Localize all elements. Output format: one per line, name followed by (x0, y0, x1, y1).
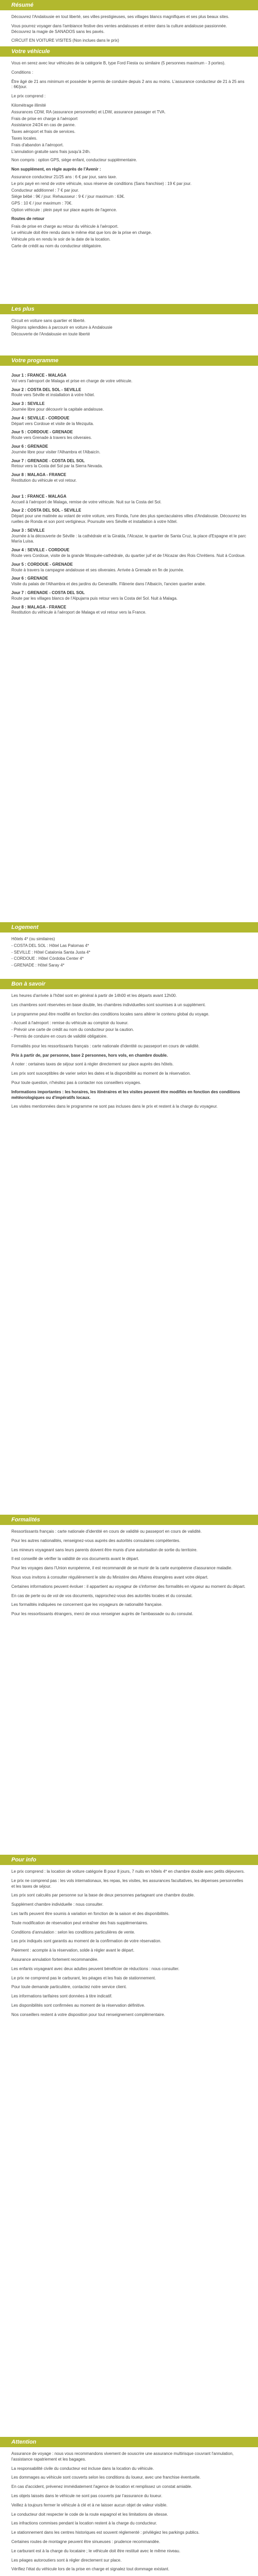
day-title: Jour 8 : MALAGA - FRANCE (11, 604, 67, 609)
insurance-paragraph: La responsabilité civile du conducteur est incluse dans la location du véhicule. (11, 2466, 154, 2471)
vehicle-paragraph: Vous en serez avec leur véhicules de la catégorie B, type Ford Fiesta ou similaire (5 personnes maximum - 3 portes). (11, 61, 225, 65)
option-line: Siège bébé : 9€ / jour. Rehausseur : 9 € / jour maximum : 63€. (11, 194, 125, 199)
insurance-header: Attention (0, 2437, 258, 2447)
price-paragraph: Le prix ne comprend pas : les vols internationaux, les repas, les visites, les assurances facultatives, les dépenses personnelles et les taxes de séjour. (11, 1878, 244, 1889)
day-desc: Restitution du véhicule et vol retour. (11, 478, 77, 483)
price-paragraph: Conditions d'annulation : selon les conditions particulières de vente. (11, 1929, 135, 1935)
formalities-paragraph: Certaines informations peuvent évoluer : il appartient au voyageur de s'informer des formalités en vigueur au moment du départ. (11, 1584, 246, 1589)
plus-item: Circuit en voiture sans quartier et liberté. (11, 318, 86, 323)
day-title: Jour 4 : SEVILLE - CORDOUE (11, 415, 70, 420)
formalities-section (0, 1515, 258, 1855)
price-paragraph: Les tarifs peuvent être soumis à variation en fonction de la saison et des disponibilités. (11, 1911, 170, 1916)
info-paragraph: Formalités pour les ressortissants français : carte nationale d'identité ou passeport en cours de validité. (11, 1043, 200, 1048)
vehicle-paragraph: Non compris : option GPS, siège enfant, conducteur supplémentaire. (11, 158, 137, 163)
day-title: Jour 3 : SEVILLE (11, 528, 45, 533)
vehicle-line: Assistance 24/24 en cas de panne. (11, 123, 76, 128)
vehicle-line: Taxes aéroport et frais de services. (11, 129, 76, 134)
info-paragraph: Pour toute question, n'hésitez pas à contacter nos conseillers voyages. (11, 1080, 141, 1085)
day-title: Jour 6 : GRENADE (11, 444, 49, 449)
info-line: - Permis de conduire en cours de validité obligatoire. (11, 1033, 108, 1039)
vehicle-paragraph: Le prix comprend : (11, 94, 46, 99)
formalities-paragraph: En cas de perte ou de vol de vos documents, rapprochez-vous des autorités locales et du consulat. (11, 1593, 193, 1598)
insurance-paragraph: Les infractions commises pendant la location restent à la charge du conducteur. (11, 2521, 157, 2526)
plus-header: Les plus (0, 304, 258, 314)
plus-body (0, 314, 258, 344)
day-title: Jour 5 : CORDOUE - GRENADE (11, 562, 73, 567)
vehicle-paragraph: Conditions : (11, 70, 34, 75)
option-line: Conducteur additionnel : 7 € par jour. (11, 188, 79, 193)
vehicle-paragraph: Être âgé de 21 ans minimum et posséder le permis de conduire depuis 2 ans au moins. L'assurance conducteur de 21 à 25 ans : 6€/jour. (11, 79, 245, 90)
lodging-line: Hôtels 4* (ou similaires) (11, 937, 55, 941)
price-paragraph: Paiement : acompte à la réservation, solde à régler avant le départ. (11, 1948, 135, 1953)
day-desc: Départ pour une matinée au volant de votre voiture, vers Ronda, l'une des plus spectaculaires villes d'Andalousie. Découvrez les ruelles de Ronda et son pont vertigineux. Poursuite vers Séville et installation à votre hôtel. (11, 514, 247, 524)
day-desc: Journée libre pour visiter l'Alhambra et l'Albaicín. (11, 449, 101, 454)
day-title: Jour 2 : COSTA DEL SOL - SEVILLE (11, 387, 82, 392)
lodging-line: - SEVILLE : Hôtel Catalonia Santa Justa 4* (11, 950, 90, 955)
day-desc: Visite du palais de l'Alhambra et des jardins du Generalife. Flânerie dans l'Albaicín, l'ancien quartier arabe. (11, 582, 206, 587)
plus-item: Régions splendides à parcourir en voiture à Andalousie (11, 325, 112, 330)
day-desc: Restitution du véhicule à l'aéroport de Malaga et vol retour vers la France. (11, 610, 147, 615)
vehicle-section (0, 46, 258, 304)
price-body (0, 1865, 258, 2028)
day-desc: Route vers Grenade à travers les oliveraies. (11, 435, 92, 440)
price-paragraph: Assurance annulation fortement recommandée. (11, 1957, 99, 1962)
lodging-section (0, 922, 258, 979)
day-desc: Route à travers la campagne andalouse et ses oliveraies. Arrivée à Grenade en fin de journée. (11, 567, 184, 572)
route-line: Véhicule pris en rendu le soir de la date de la location. (11, 237, 111, 242)
price-paragraph: Les prix sont calculés par personne sur la base de deux personnes partageant une chambre double. (11, 1893, 195, 1898)
insurance-paragraph: Certaines routes de montagne peuvent être sinueuses : prudence recommandée. (11, 2539, 160, 2544)
insurance-paragraph: En cas d'accident, prévenez immédiatement l'agence de location et remplissez un constat amiable. (11, 2484, 192, 2489)
insurance-paragraph: Veillez à toujours fermer le véhicule à clé et à ne laisser aucun objet de valeur visible. (11, 2502, 168, 2507)
vehicle-line: Frais d'abandon à l'aéroport. (11, 142, 64, 147)
day-title: Jour 6 : GRENADE (11, 576, 49, 581)
info-paragraph: Le programme peut être modifié en fonction des conditions locales sans altérer le contenu global du voyage. (11, 1011, 209, 1016)
lodging-body (0, 933, 258, 976)
vehicle-line: Assurances CDW, RA (assurance personnelle) et LDW, assurance passager et TVA. (11, 109, 166, 114)
day-desc: Journée à la découverte de Séville : la cathédrale et la Giralda, l'Alcazar, le quartier de Santa Cruz, la place d'Espagne et le parc María Luisa. (11, 533, 246, 544)
formalities-paragraph: Pour les autres nationalités, renseignez-vous auprès des autorités consulaires compétentes. (11, 1538, 181, 1543)
formalities-body (0, 1525, 258, 1627)
info-line: - Prévoir une carte de crédit au nom du conducteur pour la caution. (11, 1027, 134, 1032)
day-title: Jour 5 : CORDOUE - GRENADE (11, 430, 73, 435)
insurance-paragraph: Les péages autoroutiers sont à régler directement sur place. (11, 2557, 122, 2563)
options-title: Non supplément, en règle auprès de l'Avenir : (11, 167, 101, 172)
insurance-section (0, 2437, 258, 2576)
formalities-paragraph: Ressortissants français : carte nationale d'identité en cours de validité ou passeport en cours de validité. (11, 1529, 202, 1534)
price-paragraph: Les enfants voyageant avec deux adultes peuvent bénéficier de réductions : nous consulter. (11, 1966, 180, 1971)
insurance-paragraph: Les dommages au véhicule sont couverts selon les conditions du loueur, avec une franchise éventuelle. (11, 2475, 201, 2480)
day-title: Jour 1 : FRANCE - MALAGA (11, 373, 67, 378)
route-line: Carte de crédit au nom du conducteur obligatoire. (11, 243, 102, 248)
option-line: Assurance conducteur 21/25 ans : 6 € par jour, sans taxe. (11, 174, 117, 179)
day-desc: Départ vers Cordoue et visite de la Mezquita. (11, 421, 94, 426)
price-paragraph: Le prix ne comprend pas le carburant, les péages et les frais de stationnement. (11, 1975, 156, 1980)
vehicle-line: Taxes locales. (11, 135, 38, 141)
plus-item: Découverte de l'Andalousie en toute liberté (11, 331, 90, 336)
day-title: Jour 8 : MALAGA - FRANCE (11, 472, 67, 478)
day-title: Jour 7 : GRENADE - COSTA DEL SOL (11, 590, 85, 595)
day-desc: Retour vers la Costa del Sol par la Sierra Nevada. (11, 464, 103, 469)
info-paragraph: Les chambres sont réservées en base double, les chambres individuelles sont soumises à un supplément. (11, 1002, 206, 1007)
vehicle-body (0, 57, 258, 257)
price-paragraph: Le prix comprend : la location de voiture catégorie B pour 8 jours, 7 nuits en hôtels 4* en chambre double avec petits déjeuners. (11, 1869, 245, 1874)
good-to-know-header: Bon à savoir (0, 979, 258, 989)
price-paragraph: Les disponibilités sont confirmées au moment de la réservation définitive. (11, 2003, 146, 2008)
info-paragraph: Les heures d'arrivée à l'hôtel sont en général à partir de 14h00 et les départs avant 12h00. (11, 993, 177, 998)
route-line: Le véhicule doit être rendu dans le même état que lors de la prise en charge. (11, 230, 152, 235)
price-header: Pour info (0, 1855, 258, 1865)
formalities-paragraph: Les formalités indiquées ne concernent que les voyageurs de nationalité française. (11, 1602, 163, 1607)
good-to-know-section (0, 979, 258, 1515)
formalities-paragraph: Pour les ressortissants étrangers, merci de vous renseigner auprès de l'ambassade ou du consulat. (11, 1612, 194, 1617)
lodging-line: - CORDOUE : Hôtel Córdoba Center 4* (11, 956, 84, 961)
day-title: Jour 3 : SEVILLE (11, 401, 45, 406)
day-desc: Route vers Cordoue, visite de la grande Mosquée-cathédrale, du quartier juif et de l'Alcazar des Rois Chrétiens. Nuit à Cordoue. (11, 553, 246, 558)
day-title: Jour 4 : SEVILLE - CORDOUE (11, 548, 70, 553)
plus-section (0, 304, 258, 355)
info-paragraph: Prix à partir de, par personne, base 2 personnes, hors vols, en chambre double. (11, 1053, 168, 1058)
vehicle-line: Kilométrage illimité (11, 103, 46, 108)
formalities-paragraph: Pour les voyages dans l'Union européenne, il est recommandé de se munir de la carte européenne d'assurance maladie. (11, 1566, 233, 1571)
day-desc: Journée libre pour découvrir la capitale andalouse. (11, 406, 104, 412)
insurance-paragraph: Assurance de voyage : nous vous recommandons vivement de souscrire une assurance multirisque couvrant l'annulation, l'assistance rapatriement et les bagages. (11, 2451, 234, 2462)
program-section (0, 355, 258, 922)
insurance-paragraph: Les objets laissés dans le véhicule ne sont pas couverts par l'assurance du loueur. (11, 2493, 163, 2498)
resume-paragraph: CIRCUIT EN VOITURE VISITES (Non inclues dans le prix) (11, 38, 119, 43)
info-paragraph: À noter : certaines taxes de séjour sont à régler directement sur place auprès des hôtels. (11, 1062, 174, 1067)
price-paragraph: Pour toute demande particulière, contactez notre service client. (11, 1985, 127, 1990)
program-body (0, 366, 258, 625)
option-line: Option véhicule : plein payé sur place auprès de l'agence. (11, 207, 117, 212)
day-desc: Vol vers l'aéroport de Malaga et prise en charge de votre véhicule. (11, 378, 133, 383)
formalities-paragraph: Les mineurs voyageant sans leurs parents doivent être munis d'une autorisation de sortie du territoire. (11, 1547, 198, 1552)
insurance-paragraph: Le carburant est à la charge du locataire ; le véhicule doit être restitué avec le même niveau. (11, 2548, 181, 2553)
insurance-paragraph: Vérifiez l'état du véhicule lors de la prise en charge et signalez tout dommage existant. (11, 2567, 170, 2572)
lodging-line: - GRENADE : Hôtel Saray 4* (11, 963, 64, 968)
price-paragraph: Supplément chambre individuelle : nous consulter. (11, 1902, 104, 1907)
insurance-body (0, 2447, 258, 2576)
day-title: Jour 2 : COSTA DEL SOL - SEVILLE (11, 508, 82, 513)
lodging-header: Logement (0, 922, 258, 933)
price-section (0, 1855, 258, 2437)
vehicle-line: Frais de prise en charge à l'aéroport (11, 116, 78, 121)
day-desc: Route par les villages blancs de l'Alpujarra puis retour vers la Costa del Sol. Nuit à Malaga. (11, 596, 178, 601)
route-line: Frais de prise en charge au retour du véhicule à l'aéroport. (11, 224, 119, 229)
formalities-paragraph: Il est conseillé de vérifier la validité de vos documents avant le départ. (11, 1556, 139, 1562)
resume-header: Résumé (0, 0, 258, 10)
day-desc: Accueil à l'aéroport de Malaga, remise de votre véhicule. Nuit sur la Costa del Sol. (11, 499, 162, 504)
option-line: GPS : 10 € / jour maximum : 70€. (11, 201, 73, 206)
insurance-paragraph: Le conducteur doit respecter le code de la route espagnol et les limitations de vitesse. (11, 2512, 168, 2517)
day-desc: Route vers Séville et installation à votre hôtel. (11, 393, 95, 398)
day-title: Jour 7 : GRENADE - COSTA DEL SOL (11, 458, 85, 463)
resume-section (0, 0, 258, 46)
formalities-paragraph: Nous vous invitons à consulter régulièrement le site du Ministère des Affaires étrangères avant votre départ. (11, 1574, 208, 1580)
price-paragraph: Les informations tarifaires sont données à titre indicatif. (11, 1994, 112, 1999)
formalities-header: Formalités (0, 1515, 258, 1525)
info-line: - Accueil à l'aéroport : remise du véhicule au comptoir du loueur. (11, 1021, 128, 1026)
insurance-paragraph: Le stationnement dans les centres historiques est souvent réglementé : privilégiez les parkings publics. (11, 2530, 200, 2535)
vehicle-header: Votre véhicule (0, 46, 258, 57)
vehicle-line: L'annulation gratuite sans frais jusqu'à 24h. (11, 149, 91, 154)
good-to-know-body (0, 989, 258, 1120)
info-paragraph: Les visites mentionnées dans le programme ne sont pas incluses dans le prix et restent à la charge du voyageur. (11, 1104, 218, 1109)
resume-paragraph: Découvrez l'Andalousie en tout liberté, ses villes prestigieuses, ses villages blancs magnifiques et ses plus beaux sites. (11, 14, 230, 19)
day-title: Jour 1 : FRANCE - MALAGA (11, 494, 67, 499)
price-paragraph: Les prix indiqués sont garantis au moment de la confirmation de votre réservation. (11, 1939, 162, 1944)
program-header: Votre programme (0, 355, 258, 366)
routes-title: Routes de retour (11, 216, 45, 221)
price-paragraph: Toute modification de réservation peut entraîner des frais supplémentaires. (11, 1920, 149, 1925)
price-paragraph: Nos conseillers restent à votre disposition pour tout renseignement complémentaire. (11, 2012, 165, 2017)
info-paragraph: Les prix sont susceptibles de varier selon les dates et la disponibilité au moment de la réservation. (11, 1071, 191, 1076)
option-line: Le prix payé en rend de votre véhicule, sous réserve de conditions (Sans franchise) : 19 € par jour. (11, 181, 192, 186)
lodging-line: - COSTA DEL SOL : Hôtel Las Palomas 4* (11, 943, 89, 948)
resume-paragraph: Vous pourrez voyager dans l'ambiance festive des ventes andalouses et entrer dans la culture andalouse passionnée. Découvrez la magie de SANADOS sans les pavés. (11, 23, 227, 34)
info-paragraph: Informations importantes : les horaires, les itinéraires et les visites peuvent être modifiés en fonction des conditions météorologiques ou d'impératifs locaux. (11, 1089, 240, 1100)
